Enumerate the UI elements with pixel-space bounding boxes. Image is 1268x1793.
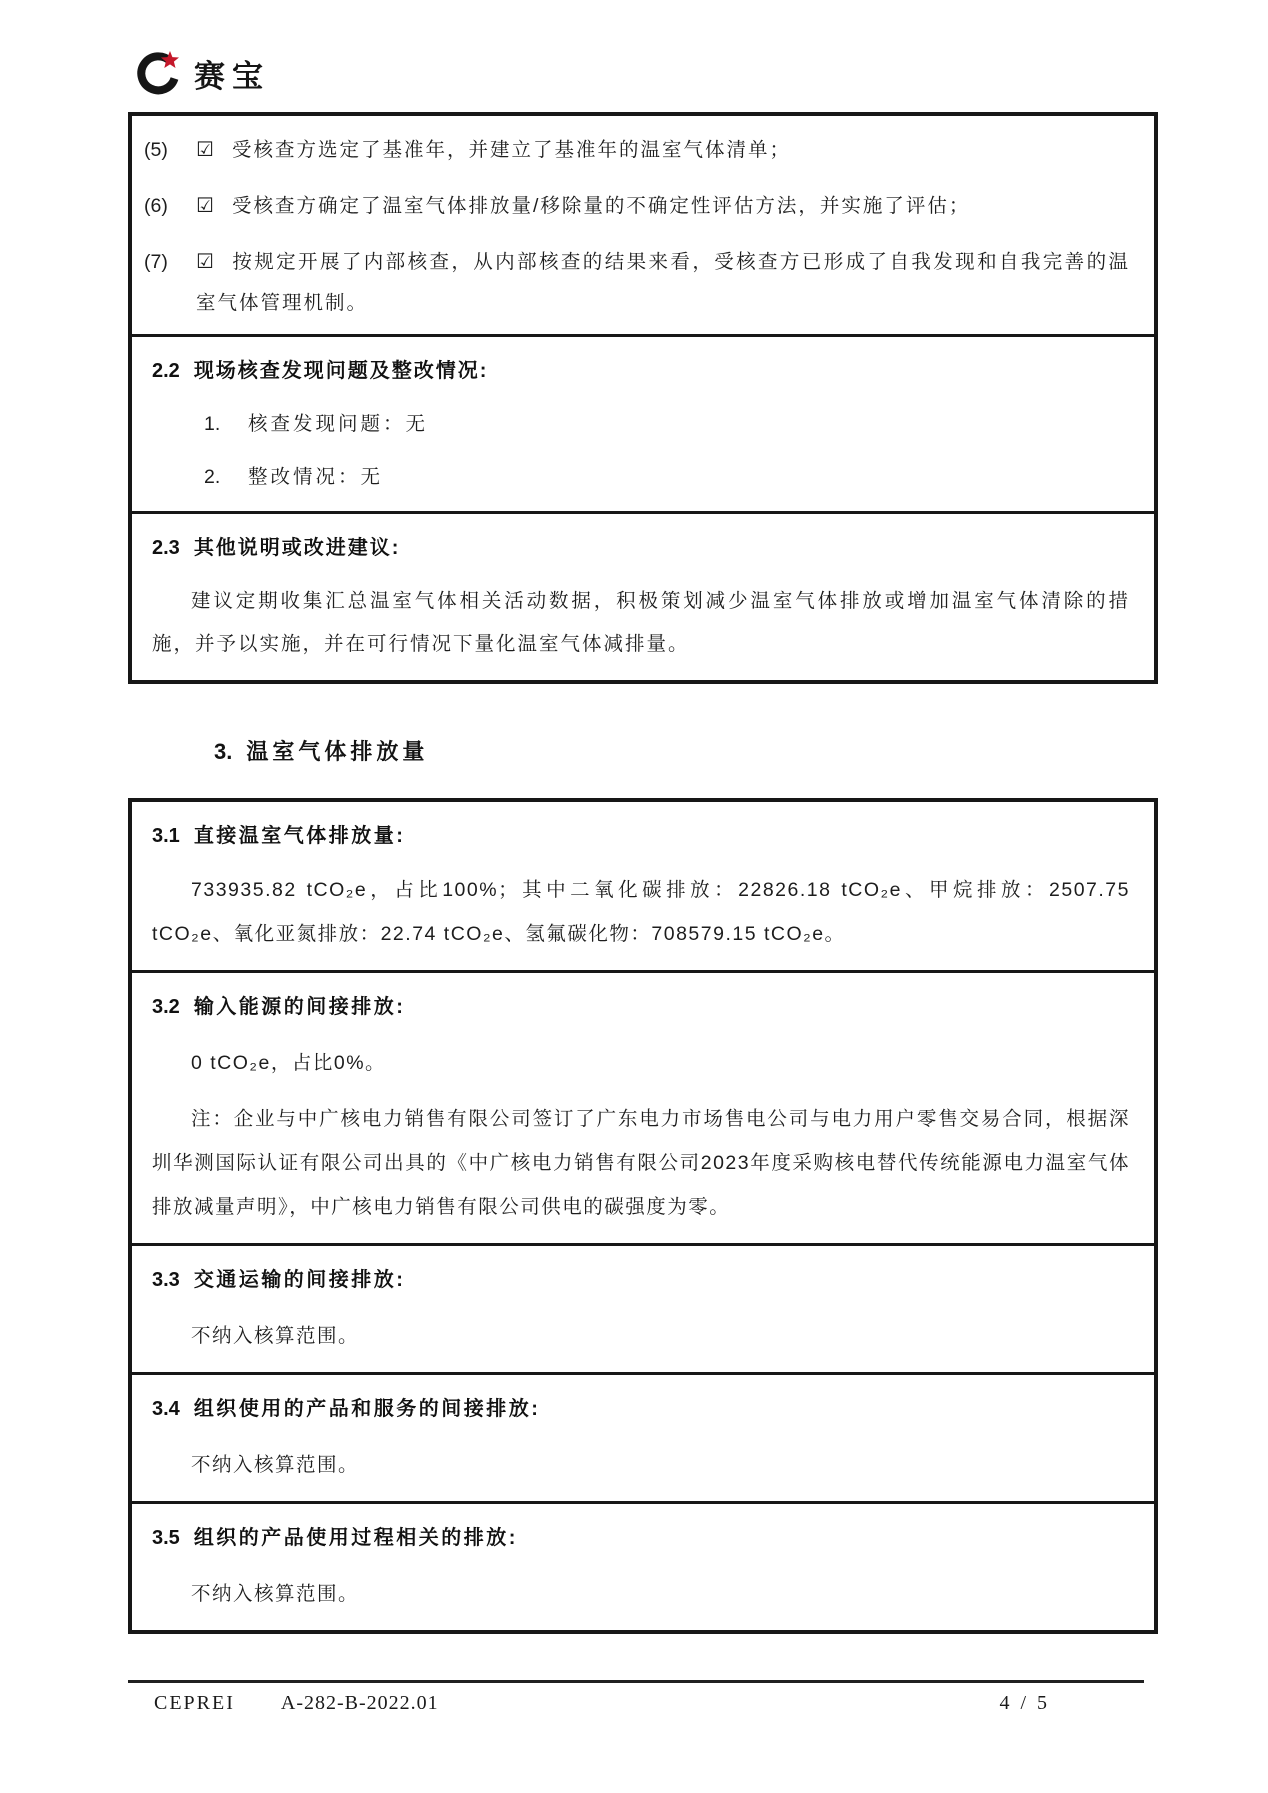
item-number: 1. <box>204 413 221 435</box>
paragraph: 不纳入核算范围。 <box>191 1325 360 1347</box>
indirect-energy-value: 0 tCO₂e，占比0%。 <box>191 1052 387 1074</box>
section-number: 2.2 <box>152 360 180 382</box>
page-footer <box>128 1680 1158 1715</box>
section-number: 3.1 <box>152 825 180 847</box>
cepei-logo <box>134 49 270 97</box>
checklist-item-5 <box>144 130 1130 171</box>
item-number: (6) <box>144 195 168 217</box>
item-number: (5) <box>144 139 168 161</box>
section-title: 交通运输的间接排放: <box>193 1269 406 1291</box>
section-2-2-row <box>132 334 1154 511</box>
section-heading <box>152 1518 1130 1558</box>
section-number: 3.2 <box>152 996 180 1018</box>
section-number: 3.3 <box>152 1269 180 1291</box>
item-text: 核查发现问题：无 <box>248 413 429 435</box>
section-heading <box>152 1260 1130 1300</box>
section-3-3-row <box>132 1243 1154 1372</box>
page-number: 4 / 5 <box>999 1692 1050 1714</box>
footer-org: CEPREI <box>154 1692 235 1714</box>
item-number: 2. <box>204 466 221 488</box>
paragraph: 不纳入核算范围。 <box>191 1454 360 1476</box>
cepei-ring-star-icon <box>134 49 182 97</box>
item-text: 整改情况：无 <box>248 466 384 488</box>
page-header <box>128 0 1158 102</box>
section-heading <box>152 987 1130 1027</box>
paragraph: 建议定期收集汇总温室气体相关活动数据，积极策划减少温室气体排放或增加温室气体清除的措施，并予以实施，并在可行情况下量化温室气体减排量。 <box>152 590 1130 655</box>
item-content <box>196 130 1130 171</box>
item-number: (7) <box>144 251 168 273</box>
section-number: 3.4 <box>152 1398 180 1420</box>
section-3-2-row <box>132 970 1154 1243</box>
section-title: 现场核查发现问题及整改情况: <box>193 360 489 382</box>
checklist-item-7 <box>144 242 1130 324</box>
item-content <box>196 186 1130 227</box>
section-2-3-row <box>132 511 1154 680</box>
section-heading <box>152 351 1130 391</box>
paragraph: 不纳入核算范围。 <box>191 1583 360 1605</box>
footer-doc-code: A-282-B-2022.01 <box>280 1692 439 1714</box>
section-2-table <box>128 112 1158 684</box>
section-title: 组织的产品使用过程相关的排放: <box>193 1527 518 1549</box>
item-text: 受核查方确定了温室气体排放量/移除量的不确定性评估方法，并实施了评估； <box>231 195 971 217</box>
indirect-energy-note: 注：企业与中广核电力销售有限公司签订了广东电力市场售电公司与电力用户零售交易合同，根据深圳华测国际认证有限公司出具的《中广核电力销售有限公司2023年度采购核电替代传统能源电力温室气体排放减量声明》，中广核电力销售有限公司供电的碳强度为零。 <box>152 1108 1130 1218</box>
checklist-item-6 <box>144 186 1130 227</box>
direct-emissions-paragraph: 733935.82 tCO₂e，占比100%；其中二氧化碳排放：22826.18 tCO₂e、甲烷排放：2507.75 tCO₂e、氧化亚氮排放：22.74 tCO₂e、氢氟碳化物：708579.15 tCO₂e。 <box>152 879 1130 945</box>
section-number: 2.3 <box>152 537 180 559</box>
numbered-item-2 <box>152 457 1130 497</box>
section-heading <box>152 528 1130 568</box>
section-title: 输入能源的间接排放: <box>193 996 406 1018</box>
item-content <box>196 242 1130 324</box>
page-content <box>128 0 1158 1715</box>
section-3-1-row <box>132 802 1154 970</box>
section-number: 3.5 <box>152 1527 180 1549</box>
checked-checkbox-icon: ☑ <box>196 195 216 217</box>
checked-checkbox-icon: ☑ <box>196 139 216 161</box>
section-title: 其他说明或改进建议: <box>193 537 401 559</box>
section-title: 直接温室气体排放量: <box>193 825 406 847</box>
section-3-5-row <box>132 1501 1154 1630</box>
section-heading <box>152 816 1130 856</box>
item-text: 受核查方选定了基准年，并建立了基准年的温室气体清单； <box>231 139 791 161</box>
logo-text: 赛宝 <box>194 58 270 94</box>
footer-line <box>128 1683 1158 1715</box>
numbered-item-1 <box>152 404 1130 444</box>
checked-checkbox-icon: ☑ <box>196 251 216 273</box>
heading-title: 温室气体排放量 <box>246 739 429 764</box>
section-3-heading <box>214 736 1158 768</box>
item-text: 按规定开展了内部核查，从内部核查的结果来看，受核查方已形成了自我发现和自我完善的温室气体管理机制。 <box>196 251 1130 314</box>
heading-number: 3. <box>214 739 233 764</box>
section-title: 组织使用的产品和服务的间接排放: <box>193 1398 541 1420</box>
checklist-row <box>132 116 1154 334</box>
section-3-4-row <box>132 1372 1154 1501</box>
section-3-table <box>128 798 1158 1634</box>
section-heading <box>152 1389 1130 1429</box>
